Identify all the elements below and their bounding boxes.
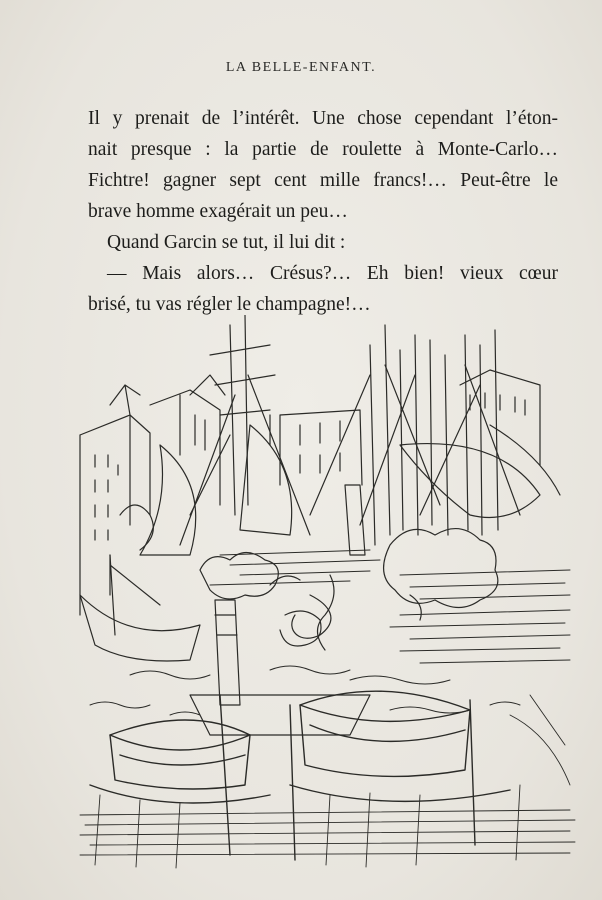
text-line: brave homme exagérait un peu… (88, 201, 348, 222)
harbor-drawing (70, 315, 580, 875)
buildings-left (80, 385, 220, 615)
text-line: — Mais alors… Crésus?… Eh bien! vieux cœur (107, 263, 558, 284)
text-line: Fichtre! gagner sept cent mille francs!… Peut-être le (88, 170, 558, 191)
text-line: Il y prenait de l’intérêt. Une chose cependant l’éton- (88, 108, 558, 129)
text-line: nait presque : la partie de roulette à Monte-Carlo… (88, 139, 558, 160)
harbor-illustration (70, 315, 580, 875)
text-line: Quand Garcin se tut, il lui dit : (107, 232, 346, 253)
masts (180, 315, 520, 545)
foreground-hatching (80, 695, 575, 868)
body-text (88, 103, 558, 320)
text-line: brisé, tu vas régler le champagne!… (88, 294, 371, 315)
steamers (110, 485, 370, 735)
running-header: LA BELLE-ENFANT. (225, 60, 377, 75)
rowboat-left (80, 555, 200, 661)
